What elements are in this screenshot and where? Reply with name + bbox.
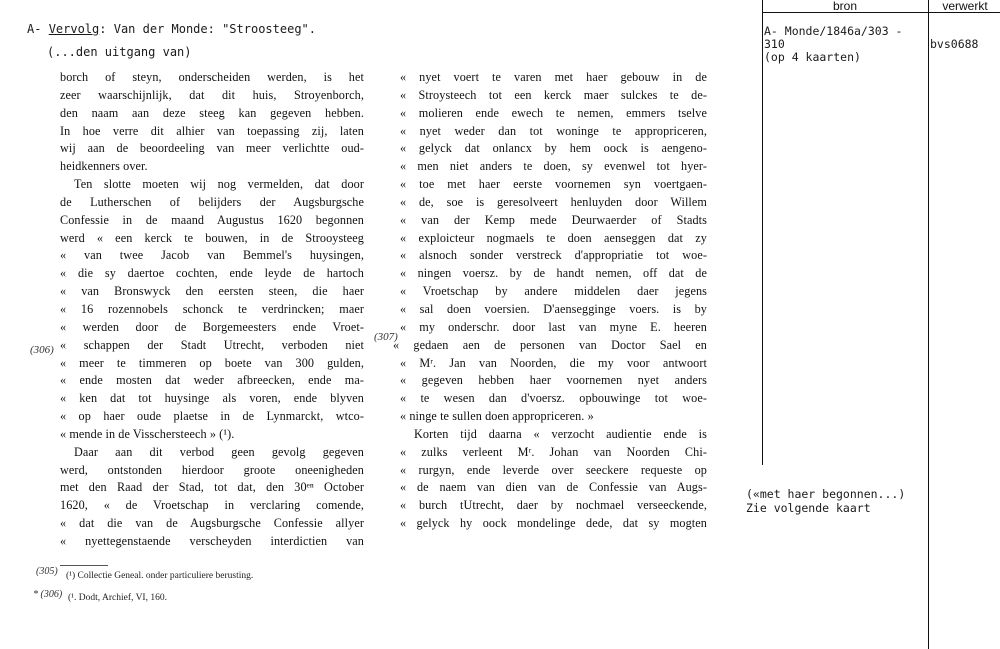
text-line: « gedaen aen de personen van Doctor Sael en (393, 337, 707, 352)
title-underlined: Vervolg (48, 22, 100, 36)
footnote-rule (60, 565, 108, 566)
table-column-divider (928, 0, 929, 649)
text-line: Korten tijd daarna « verzocht audientie ende is (414, 426, 707, 441)
card-title (27, 22, 316, 36)
text-line: In hoe verre dit alhier van toepassing zij, laten (60, 123, 364, 138)
text-line: « ningen voersz. by de handt nemen, off dat de (400, 266, 707, 281)
text-line: « gegeven hebben haer voornemen nyet anders (400, 373, 707, 388)
text-line: « nyet voert te varen met haer gebouw in de (400, 70, 707, 84)
text-line: « ende mosten dat weder afbreecken, ende ma- (60, 373, 364, 388)
text-line: « gelyck hy oock mondelinge dede, dat sy mogten (400, 516, 707, 531)
title-prefix: A- (27, 22, 49, 36)
text-line: 1620, « de Vroetschap in verclaring comende, (60, 498, 364, 513)
right-text-column (393, 69, 707, 533)
text-line: « van twee Jacob van Bemmel's huysingen, (60, 248, 364, 263)
text-line: « sal doen voersien. D'aenseggingе voers. is by (400, 301, 707, 316)
source-line-2: 310 (764, 37, 785, 51)
text-line: « my onderschr. door last van myne E. heeren (400, 319, 707, 334)
text-line: « schappen der Stadt Utrecht, verboden niet (60, 337, 364, 352)
text-line: « nyet weder dan tot woninge te appropriceren, (400, 123, 707, 138)
text-line: « werden door de Borgemeesters ende Vroet- (60, 319, 364, 334)
text-line: « dat die van de Augsburgsche Confessie allyer (60, 516, 364, 531)
text-line: de Lutherschen of belijders der Augsburgsche (60, 194, 364, 209)
footnote-1: (¹) Collectie Geneal. onder particuliere berusting. (66, 571, 254, 581)
footnote-marker-306: * (306) (33, 589, 63, 600)
text-line: « toe met haer eerste voornemen syn voertgaen- (400, 177, 707, 192)
text-line: « men niet anders te doen, sy evenwel tot hyer- (400, 159, 707, 174)
text-line: « exploicteur nogmaels te doen aenseggen dat zy (400, 230, 707, 245)
source-line-1: A- Monde/1846a/303 - (764, 24, 903, 38)
text-line: zeer waarschijnlijk, dat dit huis, Stroyenborch, (60, 87, 364, 102)
margin-note-307: (307) (374, 331, 398, 343)
table-left-border (762, 0, 763, 465)
text-line: « Stroysteech tot een kerck maer sulckes te de- (400, 87, 707, 102)
text-line: « Mʳ. Jan van Noorden, die my voor antwoort (400, 355, 707, 370)
text-line: « meer te timmeren op boete van 300 gulden, (60, 355, 364, 370)
text-line: « de naem van dien van de Confessie van Augs- (400, 480, 707, 495)
source-table (762, 0, 1000, 649)
text-line: wij aan de beoordeeling van meer verlichtte oud- (60, 141, 364, 156)
text-line: « van der Kemp mede Deurwaerder of Stadts (400, 212, 707, 227)
margin-note-306: (306) (30, 344, 54, 356)
text-line: « de, soe is geresolveert henluyden door Willem (400, 194, 707, 209)
text-line: Daar aan dit verbod geen gevolg gegeven (74, 444, 364, 459)
title-rest: : Van der Monde: "Stroosteeg". (99, 22, 317, 36)
text-line: den naam aan deze steeg kan gegeven hebben. (60, 105, 364, 120)
text-line: « zulks verleent Mʳ. Johan van Noorden Chi- (400, 444, 707, 459)
footnote-2: (¹. Dodt, Archief, VI, 160. (68, 593, 167, 603)
card-note-line-1: («met haer begonnen...) (746, 487, 906, 501)
text-line: « ken dat tot huysinge als voren, ende blyven (60, 391, 364, 406)
footnote-marker-305: (305) (36, 566, 58, 577)
column-header-bron: bron (832, 0, 858, 13)
text-line: « op haer oude plaetse in de Lynmarckt, wtco- (60, 409, 364, 424)
text-line: « mende in de Visschersteech » (¹). (60, 426, 235, 441)
text-line: « gelyck dat onlancx by hem oock is aengeno- (400, 141, 707, 156)
text-line: met den Raad der Stad, tot dat, den 30ᵉⁿ October (60, 480, 364, 495)
left-text-column (60, 69, 364, 551)
text-line: heidkenners over. (60, 159, 148, 174)
text-line: « 16 rozennobels schonck te verdrincken; maer (60, 301, 364, 316)
text-line: borch of steyn, onderscheiden werden, is het (60, 70, 364, 84)
text-line: « burch tUtrecht, daer by nochmael verseeckende, (400, 498, 707, 513)
text-line: « die sy daertoe cochten, ende leyde de hartoch (60, 266, 364, 281)
text-line: werd, ontstonden hierdoor groote oneenigheden (60, 462, 364, 477)
text-line: « rurgyn, ende leverde over seeckere requeste op (400, 462, 707, 477)
text-line: « alsnoch sonder verstreck d'appropriatie tot woe- (400, 248, 707, 263)
card-subtitle: (...den uitgang van) (47, 45, 192, 59)
card-note-line-2: Zie volgende kaart (746, 501, 871, 515)
text-line: « te wesen dan d'voersz. opbouwinge tot woe- (400, 391, 707, 406)
text-line: « molieren ende ewech te nemen, emmers tselve (400, 105, 707, 120)
text-line: « ninge te sullen doen appropriceren. » (400, 409, 594, 424)
text-line: werd « een kerck te bouwen, in de Strooysteeg (60, 230, 364, 245)
text-line: « Vroetschap by andere middelen daer jegens (400, 284, 707, 299)
column-header-verwerkt: verwerkt (942, 0, 988, 13)
text-line: « van Bronswyck den eersten steen, die haer (60, 284, 364, 299)
source-line-3: (op 4 kaarten) (764, 50, 861, 64)
text-line: « nyettegenstaende verscheyden interdictien van (60, 533, 364, 548)
text-line: Confessie in de maand Augustus 1620 begonnen (60, 212, 364, 227)
text-line: Ten slotte moeten wij nog vermelden, dat door (74, 177, 364, 192)
processed-value: bvs0688 (930, 37, 979, 51)
